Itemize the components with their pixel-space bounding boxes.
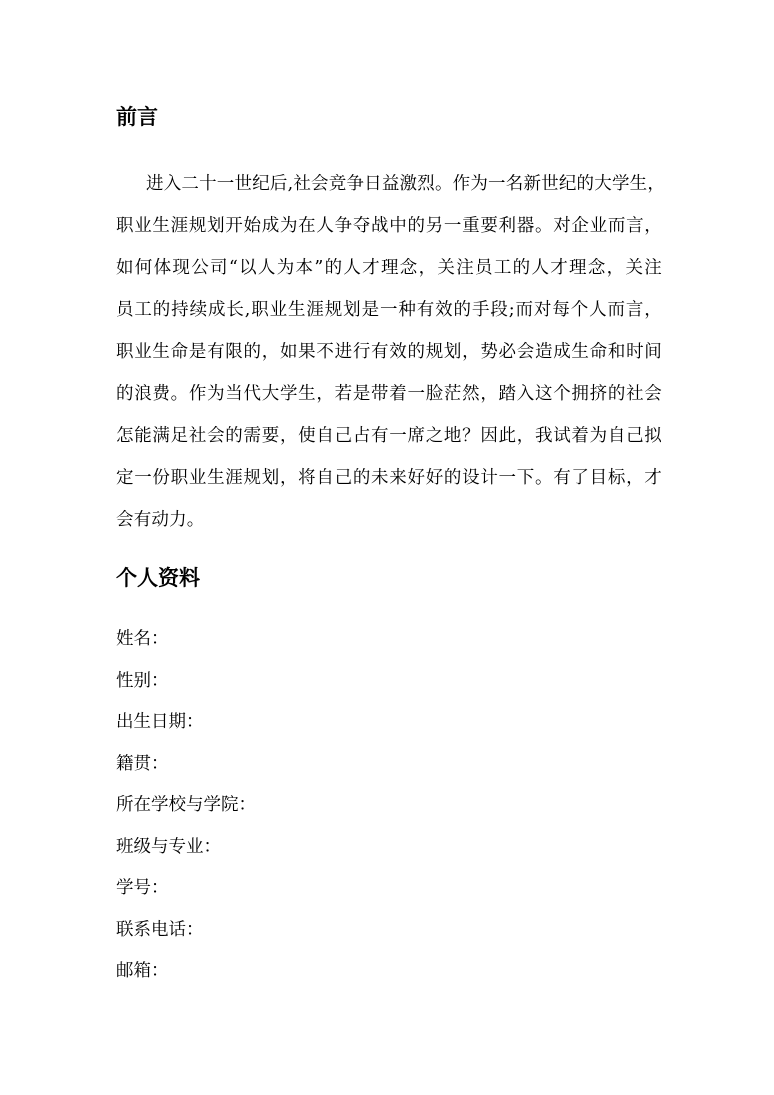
- field-phone-label: 联系电话：: [116, 919, 204, 940]
- field-school-label: 所在学校与学院：: [116, 795, 256, 815]
- field-email-label: 邮箱：: [116, 961, 169, 981]
- preface-line: 进入二十一世纪后,社会竞争日益激烈。作为一名新世纪的大学生，: [146, 174, 666, 194]
- preface-line: 职业生命是有限的，如果不进行有效的规划，势必会造成生命和时间: [116, 342, 662, 362]
- field-name-label: 姓名：: [116, 629, 169, 649]
- profile-field-list: [116, 625, 256, 999]
- preface-line: 会有动力。: [116, 510, 205, 530]
- field-birthdate-label: 出生日期：: [116, 712, 204, 732]
- preface-line: 的浪费。作为当代大学生，若是带着一脸茫然，踏入这个拥挤的社会: [116, 384, 662, 404]
- field-class-major-label: 班级与专业：: [116, 836, 221, 857]
- preface-paragraph: [116, 170, 666, 548]
- field-student-id-label: 学号：: [116, 878, 169, 898]
- preface-line: 怎能满足社会的需要，使自己占有一席之地？因此，我试着为自己拟: [116, 426, 662, 446]
- preface-line: 定一份职业生涯规划，将自己的未来好好的设计一下。有了目标，才: [116, 468, 662, 488]
- preface-line: 职业生涯规划开始成为在人争夺战中的另一重要利器。对企业而言，: [116, 216, 662, 236]
- preface-line: 员工的持续成长,职业生涯规划是一种有效的手段;而对每个人而言，: [116, 300, 662, 320]
- field-gender-label: 性别：: [116, 670, 169, 691]
- preface-heading: 前言: [116, 104, 158, 129]
- field-hometown-label: 籍贯：: [116, 753, 169, 774]
- preface-line: 如何体现公司“以人为本”的人才理念，关注员工的人才理念，关注: [116, 258, 662, 278]
- profile-heading: 个人资料: [116, 565, 200, 590]
